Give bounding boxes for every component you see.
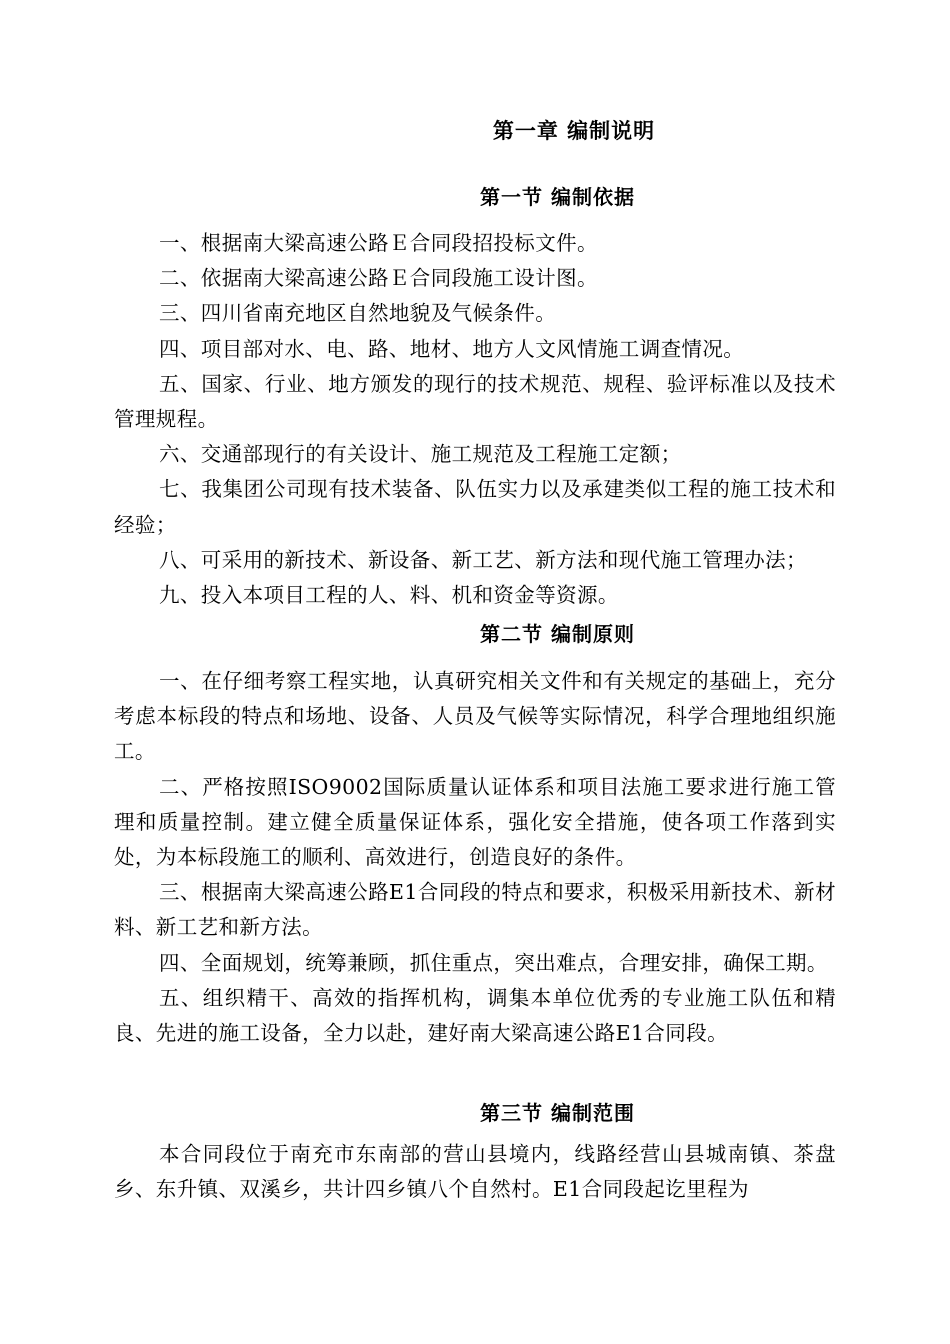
section-principles xyxy=(0,617,950,1051)
list-item: 六、交通部现行的有关设计、施工规范及工程施工定额； xyxy=(159,442,682,467)
section-item-list xyxy=(0,226,950,613)
list-item: 四、全面规划，统筹兼顾，抓住重点，突出难点，合理安排，确保工期。 xyxy=(159,950,828,975)
section-scope xyxy=(0,1096,950,1207)
list-item: 二、依据南大梁高速公路Ｅ合同段施工设计图。 xyxy=(159,266,598,291)
section-title: 第一节 编制依据 xyxy=(480,185,635,209)
section-title: 第二节 编制原则 xyxy=(480,622,635,646)
list-item: 一、在仔细考察工程实地，认真研究相关文件和有关规定的基础上，充分考虑本标段的特点和场地、设备、人员及气候等实际情况，科学合理地组织施工。 xyxy=(114,669,836,764)
section-basis xyxy=(0,180,950,613)
list-item: 七、我集团公司现有技术装备、队伍实力以及承建类似工程的施工技术和经验； xyxy=(114,477,836,537)
section-item-list xyxy=(0,1137,950,1207)
list-item: 五、组织精干、高效的指挥机构，调集本单位优秀的专业施工队伍和精良、先进的施工设备，全力以赴，建好南大梁高速公路E1合同段。 xyxy=(114,985,836,1046)
section-item-list xyxy=(0,664,950,1051)
list-item: 九、投入本项目工程的人、料、机和资金等资源。 xyxy=(159,583,619,608)
list-item: 三、根据南大梁高速公路E1合同段的特点和要求，积极采用新技术、新材料、新工艺和新方法。 xyxy=(114,880,836,940)
list-item: 四、项目部对水、电、路、地材、地方人文风情施工调查情况。 xyxy=(159,336,745,361)
section-title: 第三节 编制范围 xyxy=(480,1101,635,1125)
list-item: 一、根据南大梁高速公路Ｅ合同段招投标文件。 xyxy=(159,231,598,255)
list-item: 五、国家、行业、地方颁发的现行的技术规范、规程、验评标准以及技术管理规程。 xyxy=(114,371,836,432)
list-item: 二、严格按照ISO9002国际质量认证体系和项目法施工要求进行施工管理和质量控制。建立健全质量保证体系，强化安全措施，使各项工作落到实处，为本标段施工的顺利、高效进行，创造良好的条件。 xyxy=(114,774,836,870)
list-item: 本合同段位于南充市东南部的营山县境内，线路经营山县城南镇、茶盘乡、东升镇、双溪乡，共计四乡镇八个自然村。E1合同段起讫里程为 xyxy=(114,1142,836,1202)
chapter-title: 第一章 编制说明 xyxy=(492,119,656,143)
list-item: 三、四川省南充地区自然地貌及气候条件。 xyxy=(159,301,557,326)
list-item: 八、可采用的新技术、新设备、新工艺、新方法和现代施工管理办法； xyxy=(159,547,807,572)
